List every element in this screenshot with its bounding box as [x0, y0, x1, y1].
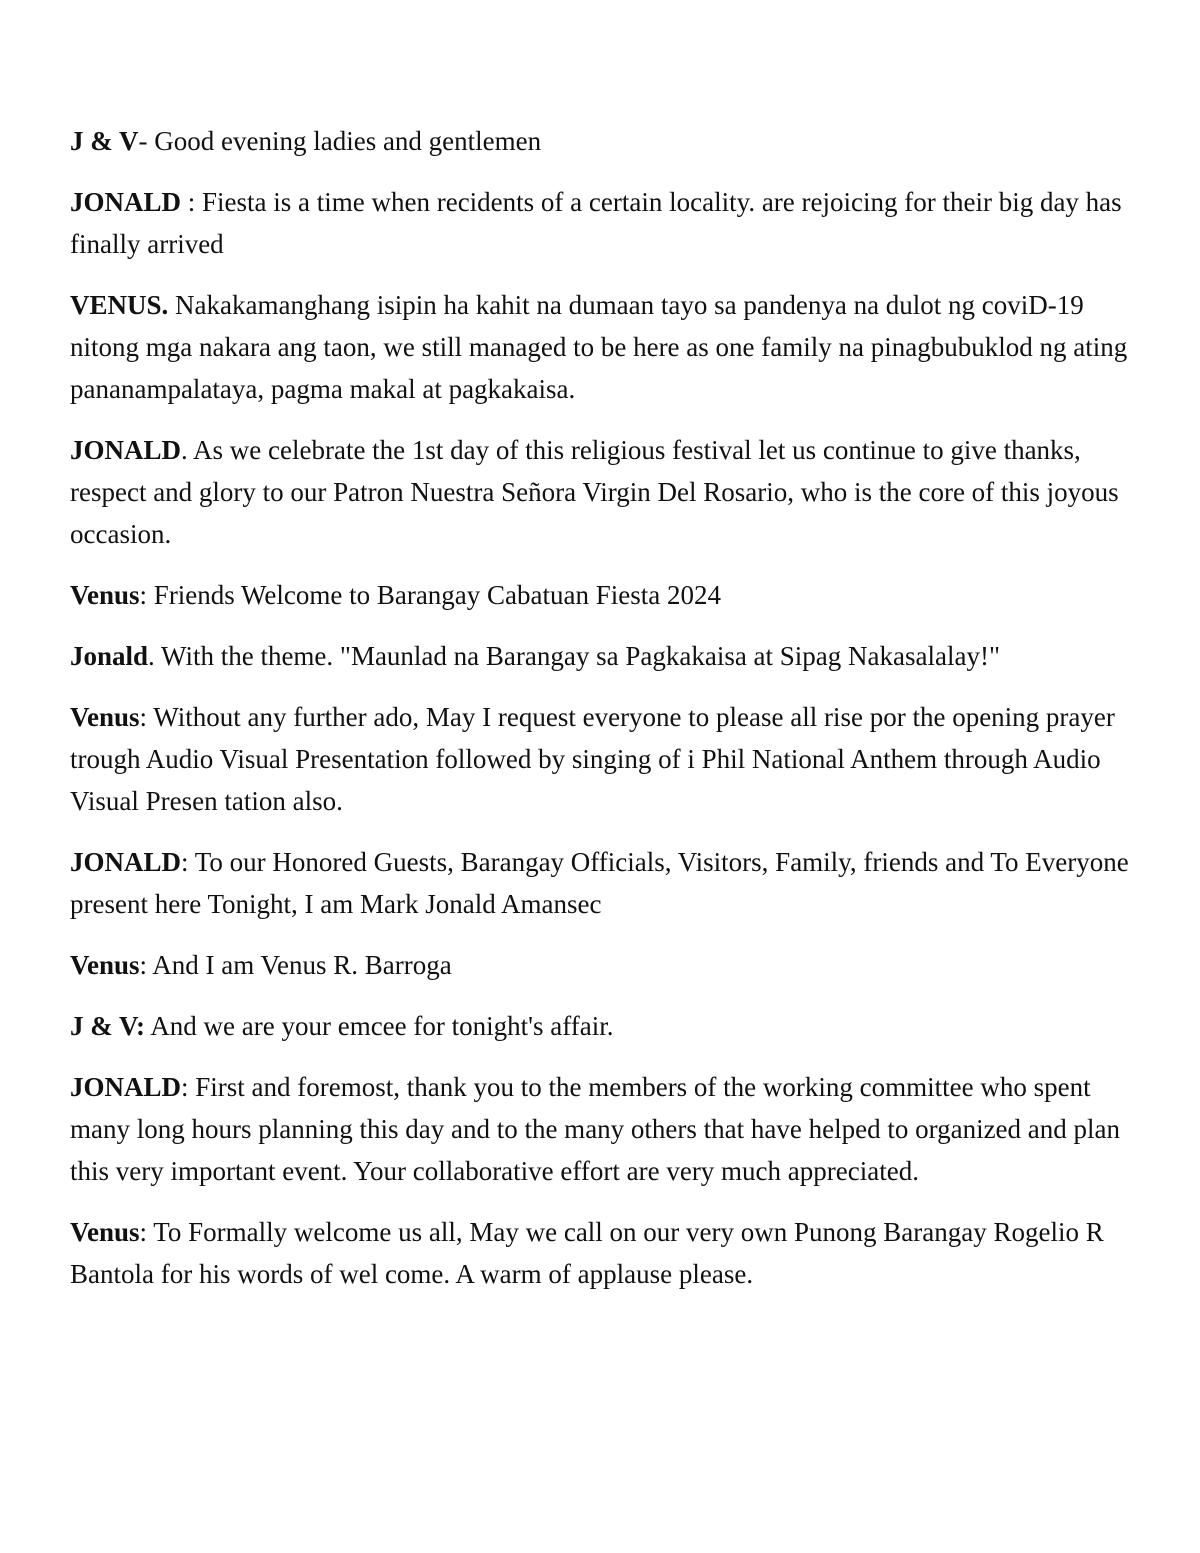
line-text: And we are your emcee for tonight's affair. — [145, 1011, 614, 1041]
line-text: Nakakamanghang isipin ha kahit na dumaan tayo sa pandenya na dulot ng coviD-19 nitong mga nakara ang taon, we still managed to be here as one family na pinagbubuklod ng ating pananampalataya, pagma makal at pagkakaisa. — [70, 290, 1128, 404]
speaker-name: Venus — [70, 580, 140, 610]
speaker-name: J & V: — [70, 1011, 146, 1041]
line-text: : First and foremost, thank you to the members of the working committee who spent many long hours planning this day and to the many others that have helped to organized and plan this very important event. Your collaborative effort are very much appreciated. — [70, 1072, 1121, 1186]
speaker-name: JONALD — [70, 435, 182, 465]
line-text: : Fiesta is a time when recidents of a certain locality. are rejoicing for their big day has finally arrived — [70, 187, 1122, 259]
script-line — [70, 284, 1140, 410]
speaker-name: Venus — [70, 702, 140, 732]
script-line — [70, 429, 1140, 555]
speaker-name: Venus — [70, 950, 140, 980]
script-line — [70, 1066, 1140, 1192]
script-line — [70, 1211, 1140, 1295]
line-text: . As we celebrate the 1st day of this religious festival let us continue to give thanks, respect and glory to our Patron Nuestra Señora Virgin Del Rosario, who is the core of this joyous occasion. — [70, 435, 1119, 549]
line-text: : Friends Welcome to Barangay Cabatuan Fiesta 2024 — [139, 580, 721, 610]
speaker-name: JONALD — [70, 187, 182, 217]
line-text: : Without any further ado, May I request everyone to please all rise por the opening prayer trough Audio Visual Presentation followed by singing of i Phil National Anthem through Audio Visual Presen tation also. — [70, 702, 1115, 816]
line-text: : To our Honored Guests, Barangay Officials, Visitors, Family, friends and To Everyone present here Tonight, I am Mark Jonald Amansec — [70, 847, 1129, 919]
script-line — [70, 181, 1140, 265]
speaker-name: JONALD — [70, 1072, 182, 1102]
script-document — [70, 120, 1140, 1314]
script-line — [70, 841, 1140, 925]
speaker-name: JONALD — [70, 847, 182, 877]
speaker-name: VENUS. — [70, 290, 169, 320]
line-text: - Good evening ladies and gentlemen — [138, 126, 542, 156]
line-text: : To Formally welcome us all, May we call on our very own Punong Barangay Rogelio R Bantola for his words of wel come. A warm of applause please. — [70, 1217, 1104, 1289]
speaker-name: Jonald — [70, 641, 149, 671]
speaker-name: J & V — [70, 126, 139, 156]
script-line — [70, 120, 1140, 162]
script-line — [70, 635, 1140, 677]
script-line — [70, 1005, 1140, 1047]
speaker-name: Venus — [70, 1217, 140, 1247]
script-line — [70, 696, 1140, 822]
script-line — [70, 944, 1140, 986]
script-line — [70, 574, 1140, 616]
line-text: : And I am Venus R. Barroga — [139, 950, 452, 980]
line-text: . With the theme. "Maunlad na Barangay sa Pagkakaisa at Sipag Nakasalalay!" — [148, 641, 1000, 671]
